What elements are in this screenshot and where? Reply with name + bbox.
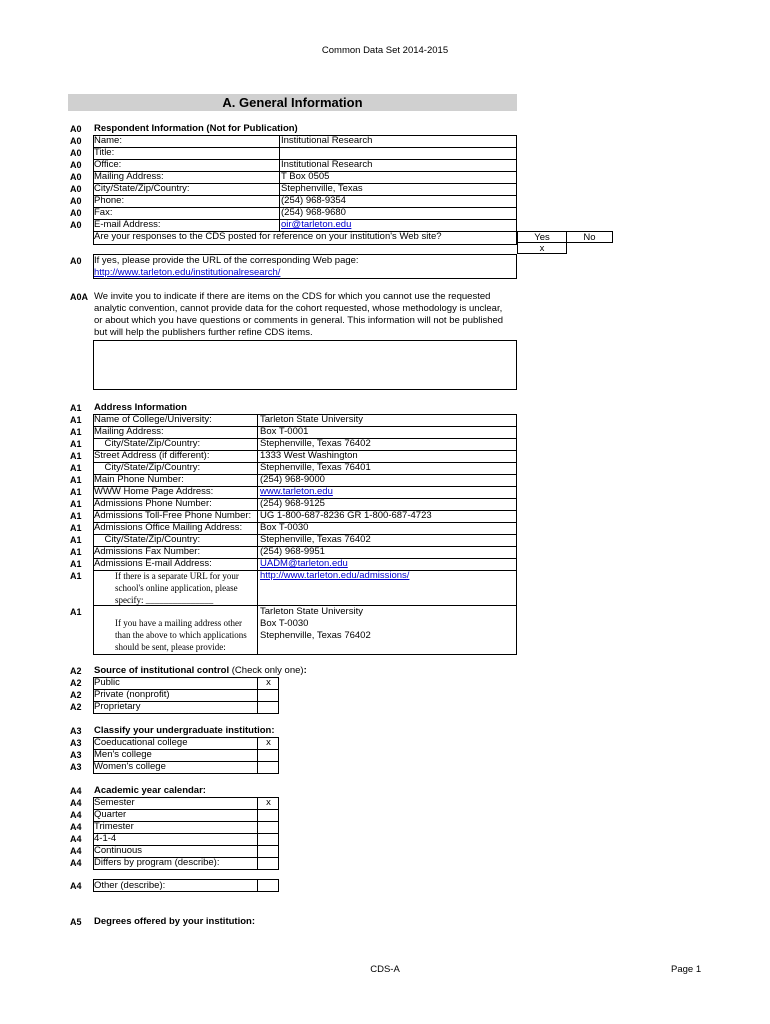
a1-label: Admissions Fax Number: <box>94 546 201 557</box>
a0-value: T Box 0505 <box>281 171 330 182</box>
a1-label: Name of College/University: <box>94 414 212 425</box>
a0-value: (254) 968-9354 <box>281 195 346 206</box>
a3-option-checkbox[interactable] <box>258 749 279 761</box>
a2-code: A2 <box>70 702 82 712</box>
a0a-text-line: or about which you have questions or comments in general. This information will not be published <box>94 315 504 326</box>
a3-option-label: Men's college <box>94 749 152 760</box>
a1-code: A1 <box>70 547 82 557</box>
yes-header: Yes <box>517 231 567 243</box>
a0a-comment-box[interactable] <box>93 340 517 390</box>
a3-heading: Classify your undergraduate institution: <box>94 725 275 736</box>
a1-value[interactable]: UADM@tarleton.edu <box>260 558 348 569</box>
a0-code: A0 <box>70 172 82 182</box>
a1-value: 1333 West Washington <box>260 450 358 461</box>
a4-code: A4 <box>70 822 82 832</box>
section-title: A. General Information <box>222 95 363 110</box>
other-mailing-prompt: If you have a mailing address other <box>115 618 242 628</box>
a0a-text-line: but will help the publishers further refine CDS items. <box>94 327 313 338</box>
a1-code: A1 <box>70 439 82 449</box>
a1-value: (254) 968-9000 <box>260 474 325 485</box>
a1-value: (254) 968-9951 <box>260 546 325 557</box>
a1-value: Stephenville, Texas 76402 <box>260 534 371 545</box>
cds-posted-question: Are your responses to the CDS posted for reference on your institution's Web site? <box>94 231 442 242</box>
a4-option-label: 4-1-4 <box>94 833 117 844</box>
other-mailing-value: Tarleton State University <box>260 606 363 617</box>
a1-code: A1 <box>70 415 82 425</box>
a1-value: Box T-0001 <box>260 426 309 437</box>
a4-code: A4 <box>70 786 82 796</box>
a1-code: A1 <box>70 535 82 545</box>
admissions-url-link[interactable]: http://www.tarleton.edu/admissions/ <box>260 570 410 581</box>
a1-code: A1 <box>70 559 82 569</box>
a4-option-label: Differs by program (describe): <box>94 857 220 868</box>
a2-code: A2 <box>70 666 82 676</box>
a1-value: Tarleton State University <box>260 414 363 425</box>
other-mailing-prompt: should be sent, please provide: <box>115 642 226 652</box>
a1-label: City/State/Zip/Country: <box>94 462 201 473</box>
a0-code: A0 <box>70 136 82 146</box>
a0a-text-line: analytic convention, cannot provide data for the cohort requested, whose methodology is unclear, <box>94 303 503 314</box>
a1-code: A1 <box>70 427 82 437</box>
a1-label: Main Phone Number: <box>94 474 184 485</box>
a0-value: Institutional Research <box>281 135 373 146</box>
a2-option-checkbox[interactable] <box>258 689 279 701</box>
a4-option-checkbox[interactable] <box>258 845 279 857</box>
a1-label: Admissions Toll-Free Phone Number: <box>94 510 252 521</box>
a1-value: Stephenville, Texas 76402 <box>260 438 371 449</box>
a1-code: A1 <box>70 571 82 581</box>
a4-option-label: Trimester <box>94 821 134 832</box>
a0-value[interactable]: oir@tarleton.edu <box>281 219 352 230</box>
a1-label: Street Address (if different): <box>94 450 210 461</box>
a0-code: A0 <box>70 208 82 218</box>
a1-label: City/State/Zip/Country: <box>94 438 201 449</box>
a4-code: A4 <box>70 846 82 856</box>
a1-value: (254) 968-9125 <box>260 498 325 509</box>
a1-value: Stephenville, Texas 76401 <box>260 462 371 473</box>
a4-code: A4 <box>70 810 82 820</box>
a4-option-checkbox[interactable] <box>258 809 279 821</box>
a3-code: A3 <box>70 738 82 748</box>
a3-option-label: Women's college <box>94 761 166 772</box>
separate-url-prompt: If there is a separate URL for your <box>115 571 239 581</box>
a1-label: Admissions Office Mailing Address: <box>94 522 243 533</box>
other-mailing-prompt: than the above to which applications <box>115 630 247 640</box>
separate-url-prompt: school's online application, please <box>115 583 238 593</box>
a0-value: Stephenville, Texas <box>281 183 363 194</box>
a0-code: A0 <box>70 220 82 230</box>
a0-value: Institutional Research <box>281 159 373 170</box>
a5-code: A5 <box>70 917 82 927</box>
no-header: No <box>566 231 613 243</box>
a1-code: A1 <box>70 451 82 461</box>
a4-option-checkbox[interactable]: x <box>266 797 271 808</box>
a0a-text-line: We invite you to indicate if there are items on the CDS for which you cannot use the requested <box>94 291 491 302</box>
a3-code: A3 <box>70 762 82 772</box>
a1-label: City/State/Zip/Country: <box>94 534 201 545</box>
a2-code: A2 <box>70 678 82 688</box>
a1-value: UG 1-800-687-8236 GR 1-800-687-4723 <box>260 510 432 521</box>
a2-option-label: Public <box>94 677 120 688</box>
a1-label: Mailing Address: <box>94 426 164 437</box>
a1-value[interactable]: www.tarleton.edu <box>260 486 333 497</box>
a0-label: E-mail Address: <box>94 219 161 230</box>
a0-code: A0 <box>70 148 82 158</box>
a1-code: A1 <box>70 403 82 413</box>
a0-label: Mailing Address: <box>94 171 164 182</box>
a1-code: A1 <box>70 475 82 485</box>
url-question: If yes, please provide the URL of the corresponding Web page: <box>94 255 359 266</box>
yes-checkbox[interactable]: x <box>517 242 567 254</box>
a0-label: Phone: <box>94 195 125 206</box>
a4-other-label: Other (describe): <box>94 880 166 891</box>
a0a-code: A0A <box>70 292 89 302</box>
a4-option-checkbox[interactable] <box>258 821 279 833</box>
footer-section-label: CDS-A <box>370 964 400 975</box>
a3-option-label: Coeducational college <box>94 737 188 748</box>
a0-code: A0 <box>70 256 82 266</box>
a3-code: A3 <box>70 750 82 760</box>
separate-url-prompt: specify: _______________ <box>115 595 214 605</box>
a3-code: A3 <box>70 726 82 736</box>
a1-code: A1 <box>70 463 82 473</box>
a4-code-other: A4 <box>70 881 82 891</box>
a4-option-label: Continuous <box>94 845 143 856</box>
a1-label: Admissions E-mail Address: <box>94 558 212 569</box>
a1-label: Admissions Phone Number: <box>94 498 212 509</box>
a1-label: WWW Home Page Address: <box>94 486 214 497</box>
a4-code: A4 <box>70 834 82 844</box>
a0-heading: Respondent Information (Not for Publication) <box>94 123 298 134</box>
a4-option-checkbox[interactable] <box>258 833 279 845</box>
a4-code: A4 <box>70 858 82 868</box>
a0-code: A0 <box>70 124 82 134</box>
a4-other-checkbox[interactable] <box>257 879 279 892</box>
cds-url-link[interactable]: http://www.tarleton.edu/institutionalresearch/ <box>94 267 281 278</box>
a4-option-label: Quarter <box>94 809 127 820</box>
a1-heading: Address Information <box>94 402 187 413</box>
a4-code: A4 <box>70 798 82 808</box>
a0-label: Office: <box>94 159 122 170</box>
other-mailing-value: Stephenville, Texas 76402 <box>260 630 371 641</box>
a0-value: (254) 968-9680 <box>281 207 346 218</box>
a1-code: A1 <box>70 511 82 521</box>
a0-code: A0 <box>70 184 82 194</box>
a5-heading: Degrees offered by your institution: <box>94 916 255 927</box>
a1-code: A1 <box>70 487 82 497</box>
a0-code: A0 <box>70 196 82 206</box>
a2-option-checkbox[interactable] <box>258 701 279 713</box>
footer-page-number: Page 1 <box>671 964 702 975</box>
a3-option-checkbox[interactable]: x <box>266 737 271 748</box>
a1-value: Box T-0030 <box>260 522 309 533</box>
a2-option-label: Proprietary <box>94 701 141 712</box>
a0-label: City/State/Zip/Country: <box>94 183 190 194</box>
other-mailing-value: Box T-0030 <box>260 618 309 629</box>
a1-code: A1 <box>70 607 82 617</box>
a1-code: A1 <box>70 499 82 509</box>
a0-label: Fax: <box>94 207 113 218</box>
page-header: Common Data Set 2014-2015 <box>321 45 449 56</box>
a0-code: A0 <box>70 160 82 170</box>
a4-option-label: Semester <box>94 797 135 808</box>
a0-label: Name: <box>94 135 122 146</box>
a1-code: A1 <box>70 523 82 533</box>
a0-label: Title: <box>94 147 115 158</box>
a4-heading: Academic year calendar: <box>94 785 206 796</box>
a3-option-checkbox[interactable] <box>258 761 279 773</box>
a2-code: A2 <box>70 690 82 700</box>
a2-option-checkbox[interactable]: x <box>266 677 271 688</box>
a2-heading: Source of institutional control (Check only one): <box>94 665 307 676</box>
a2-option-label: Private (nonprofit) <box>94 689 170 700</box>
a4-option-checkbox[interactable] <box>258 857 279 869</box>
